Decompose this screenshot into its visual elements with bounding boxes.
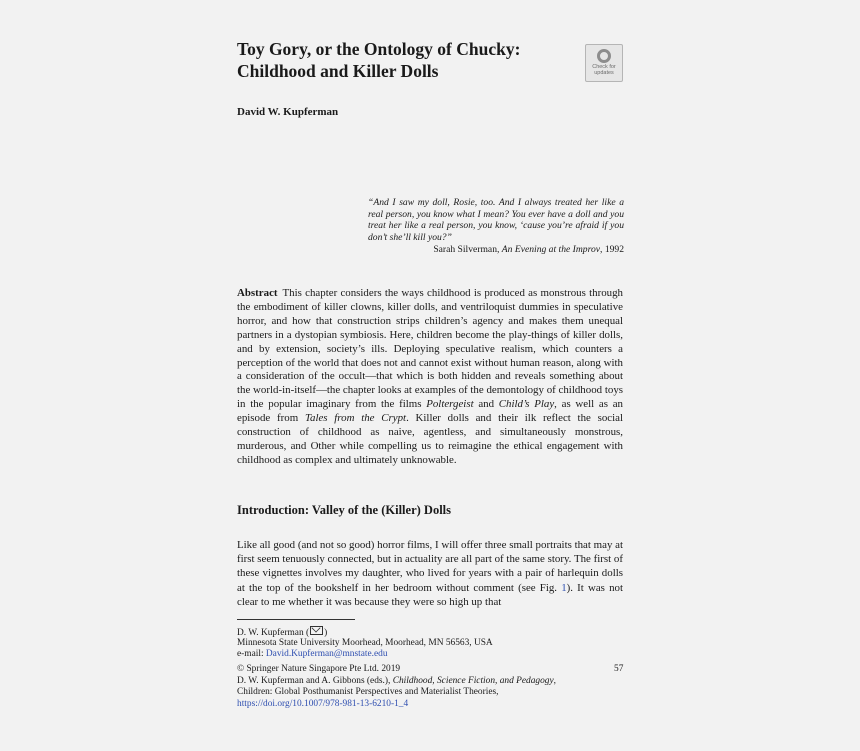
chapter-title [237, 38, 577, 82]
check-for-updates-badge[interactable] [585, 44, 623, 82]
intro-paragraph [237, 538, 623, 609]
citation-book: Childhood, Science Fiction, and Pedagogy [392, 675, 554, 686]
abstract-text-2: and [473, 398, 499, 411]
attribution-year: , 1992 [600, 244, 624, 255]
intro-text-2: ). It was not clear to me whether it was because they were so high up that [237, 581, 623, 608]
badge-line-1: Check for [592, 64, 616, 70]
abstract-text-4: . Killer dolls and their ilk reflect the social construction of childhood as naive, agentless, and simultaneously monstrous, murderous, and Other while compelling us to reimagine the ethical engagement with childhood as complex and ultimately unknowable. [237, 412, 624, 466]
doi-line [237, 699, 408, 711]
page-number: 57 [614, 664, 624, 674]
footnote-email-line [237, 649, 388, 661]
copyright-line: © Springer Nature Singapore Pte Ltd. 2019 [237, 664, 401, 674]
abstract-film-1: Poltergeist [426, 398, 474, 411]
footnote-rule [237, 619, 355, 620]
footnote-name: D. W. Kupferman ( [237, 628, 310, 638]
chapter-title-line-1: Toy Gory, or the Ontology of Chucky: [237, 39, 521, 59]
footnote-name-close: ) [324, 628, 328, 638]
footnote-email-label: e-mail: [237, 649, 266, 659]
abstract-text-1: This chapter considers the ways childhood is produced as monstrous through the embodiment of killer clowns, killer dolls, and ventriloquist dummies in speculative horror, and how that construction strips children’s agency and makes them unequal partners in a dystopian symbiosis. Here, children become the play-things of killer dolls, and by extension, society’s ills. Deploying speculative realism, which counters a perception of the world that does not and cannot exist without human reason, along with a consideration of the occult—that which is both hidden and reveals something about the world-in-itself—the chapter looks at examples of the demontology of childhood toys in the popular imaginary from the films [237, 287, 623, 411]
attribution-work: An Evening at the Improv [501, 244, 601, 255]
badge-line-2: updates [594, 70, 614, 76]
doi-link[interactable]: https://doi.org/10.1007/978-981-13-6210-1_4 [237, 698, 409, 709]
abstract [237, 287, 623, 468]
abstract-show: Tales from the Crypt [304, 412, 407, 425]
author-name: David W. Kupferman [237, 106, 339, 118]
epigraph-quote: “And I saw my doll, Rosie, too. And I always treated her like a real person, you know what I mean? You ever have a doll and you treat her like a real person, you know, ‘cause you’re afraid if you don’t she’ll kill you?” [368, 197, 624, 244]
section-heading: Introduction: Valley of the (Killer) Dolls [237, 503, 452, 517]
abstract-label: Abstract [237, 287, 278, 299]
attribution-name: Sarah Silverman, [433, 244, 502, 255]
citation-series: Children: Global Posthumanist Perspectives and Materialist Theories, [237, 687, 499, 697]
footnote-email-link[interactable]: David.Kupferman@mnstate.edu [265, 649, 388, 659]
footnote-affiliation: Minnesota State University Moorhead, Moorhead, MN 56563, USA [237, 637, 493, 648]
abstract-text-3: , as well as an episode from [237, 398, 623, 425]
abstract-film-2: Child’s Play [498, 398, 555, 411]
chapter-title-line-2: Childhood and Killer Dolls [237, 61, 439, 81]
citation-authors: D. W. Kupferman and A. Gibbons (eds.), [237, 675, 393, 686]
citation-line [237, 676, 556, 688]
envelope-icon[interactable] [310, 626, 323, 635]
intro-text-1: Like all good (and not so good) horror films, I will offer three small portraits that may at first seem tenuously connected, but in actuality are all part of the same story. The first of these vignettes involves my daughter, who lived for years with a pair of harlequin dolls at the top of the bookshelf in her bedroom without comment (see Fig. [237, 539, 623, 594]
epigraph-attribution [368, 244, 624, 255]
citation-comma: , [553, 675, 556, 686]
figure-1-link[interactable]: 1 [561, 581, 567, 594]
check-for-updates-icon [597, 49, 611, 63]
